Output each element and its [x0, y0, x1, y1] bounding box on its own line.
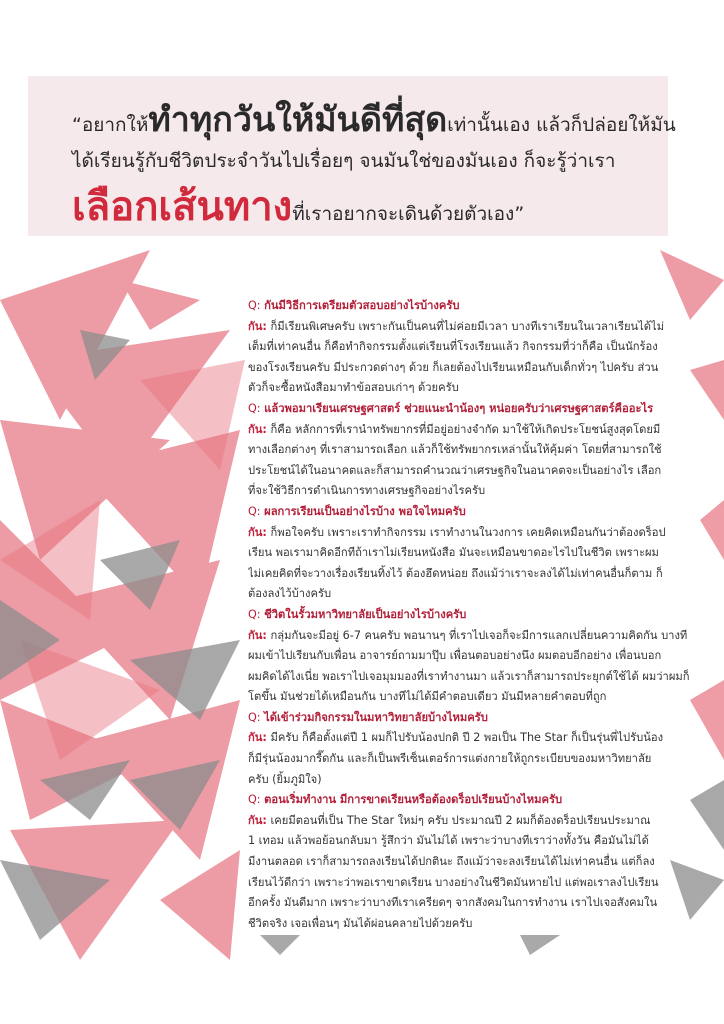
quote-line-1 — [72, 92, 676, 146]
quote-text: “อยากให้ — [72, 114, 149, 136]
answer-line — [248, 337, 710, 358]
answer-line — [248, 564, 710, 585]
answer-text: ต้องลงไว้บ้างครับ — [248, 587, 332, 601]
question-label: Q: — [248, 793, 261, 807]
answer-label: กัน: — [248, 813, 267, 827]
quote-text: ที่เราอยากจะเดินด้วยตัวเอง” — [292, 203, 525, 225]
answer-text: มีงานตลอด เราก็สามารถลงเรียนได้ปกตินะ ถึงแม้ว่าจะลงเรียนได้ไม่เท่าคนอื่น แต่ก็ลง — [248, 855, 655, 869]
question-label: Q: — [248, 710, 261, 724]
answer-text: ก็คือ หลักการที่เรานำทรัพยากรที่มีอยู่อย่างจำกัด มาใช้ให้เกิดประโยชน์สูงสุดโดยมี — [270, 422, 661, 436]
answer-text: ชีวิตจริง เจอเพื่อนๆ มันได้ผ่อนคลายไปด้วยครับ — [248, 916, 473, 930]
question-text: ชีวิตในรั้วมหาวิทยาลัยเป็นอย่างไรบ้างครับ — [264, 607, 467, 621]
quote-emphasis-red: เลือกเส้นทาง — [72, 184, 293, 230]
question-text: ผลการเรียนเป็นอย่างไรบ้าง พอใจไหมครับ — [264, 504, 466, 518]
answer-text: ผมคิดได้ไงเนี่ย พอเราไปเจอมุมมองที่เราทำงานมา แล้วเราก็สามารถประยุกต์ใช้ได้ ผมว่าผมก็ — [248, 669, 690, 683]
answer-line — [248, 461, 710, 482]
answer-label: กัน: — [248, 731, 267, 745]
question-label: Q: — [248, 401, 261, 415]
answer-line — [248, 873, 710, 894]
answer-line — [248, 358, 710, 379]
quote-emphasis: ทำทุกวันให้มันดีที่สุด — [148, 100, 448, 140]
answer-line — [248, 770, 710, 791]
question — [248, 605, 710, 626]
question-label: Q: — [248, 299, 261, 312]
answer-label: กัน: — [248, 422, 267, 436]
question-text: ได้เข้าร่วมกิจกรรมในมหาวิทยาลัยบ้างไหมครับ — [264, 710, 488, 724]
interview-qa — [248, 296, 710, 934]
question — [248, 296, 710, 317]
answer-text: ไม่เคยคิดที่จะวางเรื่องเรียนทิ้งไว้ ต้องฮึดหน่อย ถึงแม้ว่าเราจะลงได้ไม่เท่าคนอื่นก็ตาม ก็ — [248, 566, 663, 580]
answer-line — [248, 811, 710, 832]
question — [248, 399, 710, 420]
answer-line — [248, 749, 710, 770]
answer-line — [248, 481, 710, 502]
answer-line — [248, 523, 710, 544]
answer-line — [248, 420, 710, 441]
answer-text: ที่จะใช้วิธีการดำเนินการทางเศรษฐกิจอย่างไรครับ — [248, 484, 486, 498]
question — [248, 502, 710, 523]
answer-label: กัน: — [248, 525, 267, 539]
answer-line — [248, 667, 710, 688]
question-text: แล้วพอมาเรียนเศรษฐศาสตร์ ช่วยแนะนำน้องๆ หน่อยครับว่าเศรษฐศาสตร์คืออะไร — [264, 401, 654, 415]
quote-line-3 — [72, 174, 524, 238]
answer-text: ตัวก็จะซื้อหนังสือมาทำข้อสอบเก่าๆ ด้วยครับ — [248, 381, 459, 395]
quote-text: เท่านั้นเอง แล้วก็ปล่อยให้มัน — [447, 114, 676, 136]
answer-line — [248, 914, 710, 935]
answer-line — [248, 317, 710, 338]
answer-text: เรียน พอเรามาคิดอีกทีถ้าเราไม่เรียนหนังสือ มันจะเหมือนขาดอะไรไปในชีวิต เพราะผม — [248, 546, 659, 560]
answer-text: กลุ่มกันจะมีอยู่ 6-7 คนครับ พอนานๆ ที่เราไปเจอก็จะมีการแลกเปลี่ยนความคิดกัน บางที — [270, 628, 688, 642]
answer-line — [248, 378, 710, 399]
answer-line — [248, 852, 710, 873]
answer-text: ก็มีรุ่นน้องมากรี๊ดกัน และก็เป็นพรีเซ็นเตอร์การแต่งกายให้ถูกระเบียบของมหาวิทยาลัย — [248, 752, 652, 766]
answer-line — [248, 893, 710, 914]
answer-text: ประโยชน์ได้ในอนาคตและก็สามารถคำนวณว่าเศรษฐกิจในอนาคตจะเป็นอย่างไร เลือก — [248, 463, 662, 477]
answer-label: กัน: — [248, 628, 267, 642]
answer-line — [248, 728, 710, 749]
answer-text: ก็พอใจครับ เพราะเราทำกิจกรรม เราทำงานในวงการ เคยคิดเหมือนกันว่าต้องดร็อป — [270, 525, 666, 539]
question-text: กันมีวิธีการเตรียมตัวสอบอย่างไรบ้างครับ — [264, 299, 460, 312]
quote-line-2: ได้เรียนรู้กับชีวิตประจำวันไปเรื่อยๆ จนมันใช่ของมันเอง ก็จะรู้ว่าเรา — [72, 150, 616, 172]
answer-text: ทางเลือกต่างๆ ที่เราสามารถเลือก แล้วก็ใช้ทรัพยากรเหล่านั้นให้คุ้มค่า โดยที่สามารถใช้ — [248, 443, 662, 457]
answer-line — [248, 440, 710, 461]
answer-text: 1 เทอม แล้วพอย้อนกลับมา รู้สึกว่า มันไม่ได้ เพราะว่าบางทีเราว่างทั้งวัน คือมันไม่ได้ — [248, 834, 649, 848]
question-label: Q: — [248, 504, 261, 518]
answer-text: เคยมีตอนที่เป็น The Star ใหม่ๆ ครับ ประมาณปี 2 ผมก็ต้องดร็อปเรียนประมาณ — [270, 813, 651, 827]
question-label: Q: — [248, 607, 261, 621]
answer-text: มีครับ ก็คือตั้งแต่ปี 1 ผมก็ไปรับน้องปกติ ปี 2 พอเป็น The Star ก็เป็นรุ่นพี่ไปรับน้อง — [270, 731, 664, 745]
answer-text: ของโรงเรียนครับ มีประกวดต่างๆ ด้วย ก็เลยต้องไปเรียนเหมือนกับเด็กทั่วๆ ไปครับ ส่วน — [248, 360, 659, 374]
answer-text: เรียนไว้ดีกว่า เพราะว่าพอเราขาดเรียน บางอย่างในชีวิตมันหายไป แต่พอเราลงไปเรียน — [248, 875, 659, 889]
answer-line — [248, 626, 710, 647]
question-text: ตอนเริ่มทำงาน มีการขาดเรียนหรือต้องดร็อปเรียนบ้างไหมครับ — [264, 793, 563, 807]
answer-line — [248, 584, 710, 605]
answer-line — [248, 646, 710, 667]
question — [248, 790, 710, 811]
answer-text: ผมเข้าไปเรียนกับเพื่อน อาจารย์ถามมาปุ๊บ เพื่อนตอบอย่างนึง ผมตอบอีกอย่าง เพื่อนบอก — [248, 649, 662, 663]
answer-label: กัน: — [248, 319, 267, 333]
answer-text: ก็มีเรียนพิเศษครับ เพราะกันเป็นคนที่ไม่ค่อยมีเวลา บางทีเราเรียนในเวลาเรียนได้ไม่ — [270, 319, 665, 333]
answer-text: โตขึ้น มันช่วยได้เหมือนกัน บางทีไม่ได้มีคำตอบเดียว มันมีหลายคำตอบที่ถูก — [248, 690, 607, 704]
pull-quote — [28, 76, 676, 236]
answer-text: ครับ (ยิ้มภูมิใจ) — [248, 772, 322, 786]
question — [248, 708, 710, 729]
answer-text: อีกครั้ง มันดีมาก เพราะว่าบางทีเราเครียดๆ จากสังคมในการทำงาน เราไปเจอสังคมใน — [248, 896, 658, 910]
answer-line — [248, 687, 710, 708]
answer-text: เต็มที่เท่าคนอื่น ก็คือทำกิจกรรมตั้งแต่เรียนที่โรงเรียนแล้ว กิจกรรมที่ว่าก็คือ เป็นนักร้อง — [248, 340, 658, 354]
answer-line — [248, 543, 710, 564]
answer-line — [248, 831, 710, 852]
